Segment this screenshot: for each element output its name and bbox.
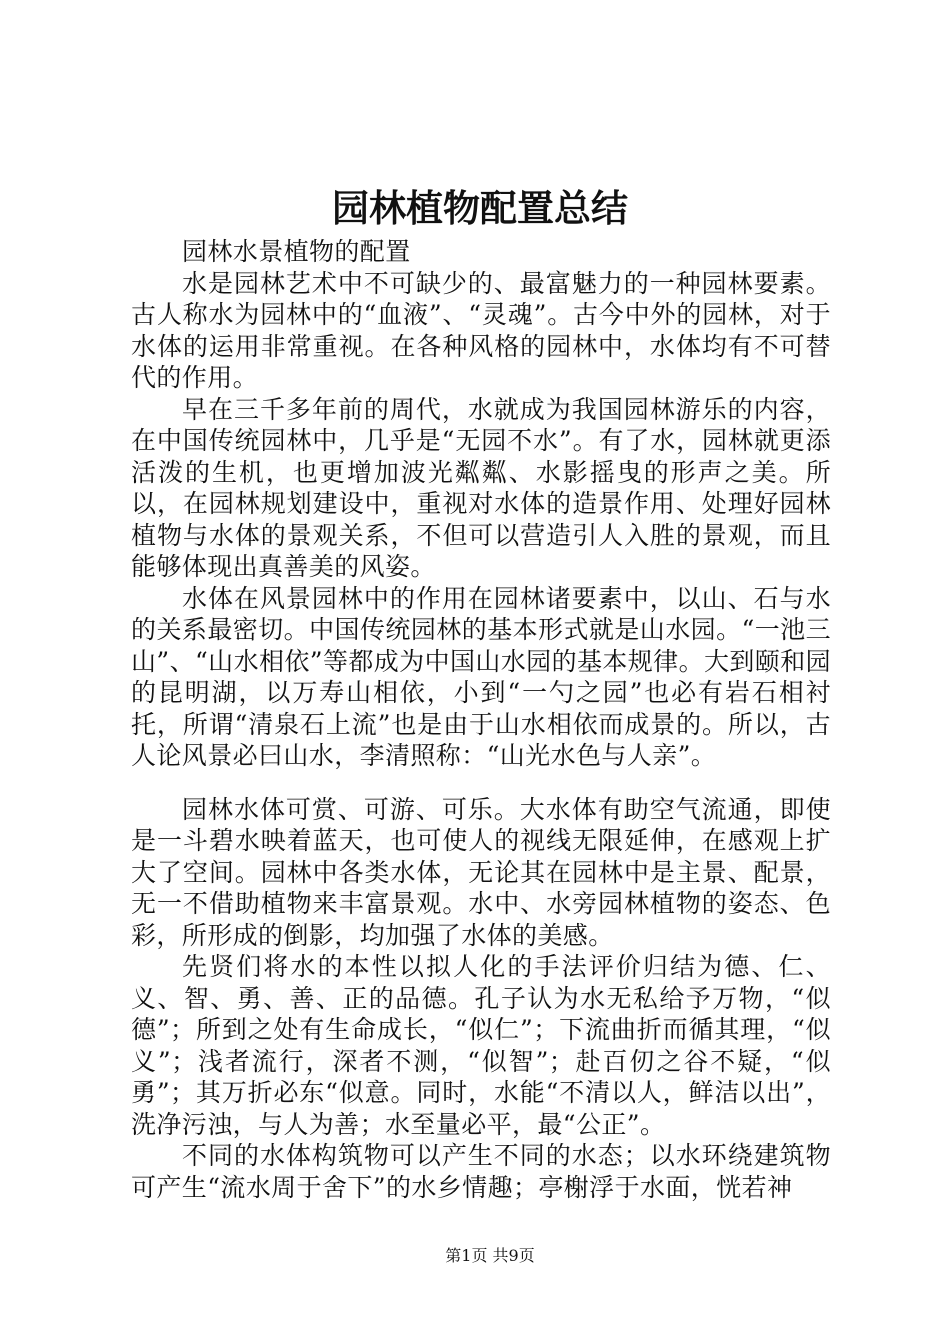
paragraph-spacer xyxy=(131,772,831,794)
section-heading: 园林水景植物的配置 xyxy=(182,237,411,266)
paragraph: 早在三千多年前的周代，水就成为我国园林游乐的内容，在中国传统园林中，几乎是“无园不水”。有了水，园林就更添活泼的生机，也更增加波光粼粼、水影摇曳的形声之美。所以，在园林规划建设中，重视对水体的造景作用、处理好园林植物与水体的景观关系，不但可以营造引人入胜的景观，而且能够体现出真善美的风姿。 xyxy=(131,394,831,581)
paragraph: 水体在风景园林中的作用在园林诸要素中，以山、石与水的关系最密切。中国传统园林的基本形式就是山水园。“一池三山”、“山水相依”等都成为中国山水园的基本规律。大到颐和园的昆明湖，以万寿山相依，小到“一勺之园”也必有岩石相衬托，所谓“清泉石上流”也是由于山水相依而成景的。所以，古人论风景必曰山水，李清照称：“山光水色与人亲”。 xyxy=(131,583,831,770)
page-footer: 第1页 共9页 xyxy=(445,1246,535,1265)
paragraph: 不同的水体构筑物可以产生不同的水态；以水环绕建筑物可产生“流水周于舍下”的水乡情趣；亭榭浮于水面，恍若神 xyxy=(131,1141,831,1202)
paragraph: 水是园林艺术中不可缺少的、最富魅力的一种园林要素。古人称水为园林中的“血液”、“灵魂”。古今中外的园林，对于水体的运用非常重视。在各种风格的园林中，水体均有不可替代的作用。 xyxy=(131,268,831,392)
paragraph: 园林水体可赏、可游、可乐。大水体有助空气流通，即使是一斗碧水映着蓝天，也可使人的视线无限延伸，在感观上扩大了空间。园林中各类水体，无论其在园林中是主景、配景，无一不借助植物来丰富景观。水中、水旁园林植物的姿态、色彩，所形成的倒影，均加强了水体的美感。 xyxy=(131,794,831,950)
document-body xyxy=(131,236,831,1203)
paragraph: 先贤们将水的本性以拟人化的手法评价归结为德、仁、义、智、勇、善、正的品德。孔子认为水无私给予万物，“似德”；所到之处有生命成长，“似仁”；下流曲折而循其理，“似义”；浅者流行，深者不测，“似智”；赴百仞之谷不疑，“似勇”；其万折必东“似意。同时，水能“不清以人，鲜洁以出”，洗净污浊，与人为善；水至量必平，最“公正”。 xyxy=(131,952,831,1139)
document-title: 园林植物配置总结 xyxy=(332,186,628,230)
